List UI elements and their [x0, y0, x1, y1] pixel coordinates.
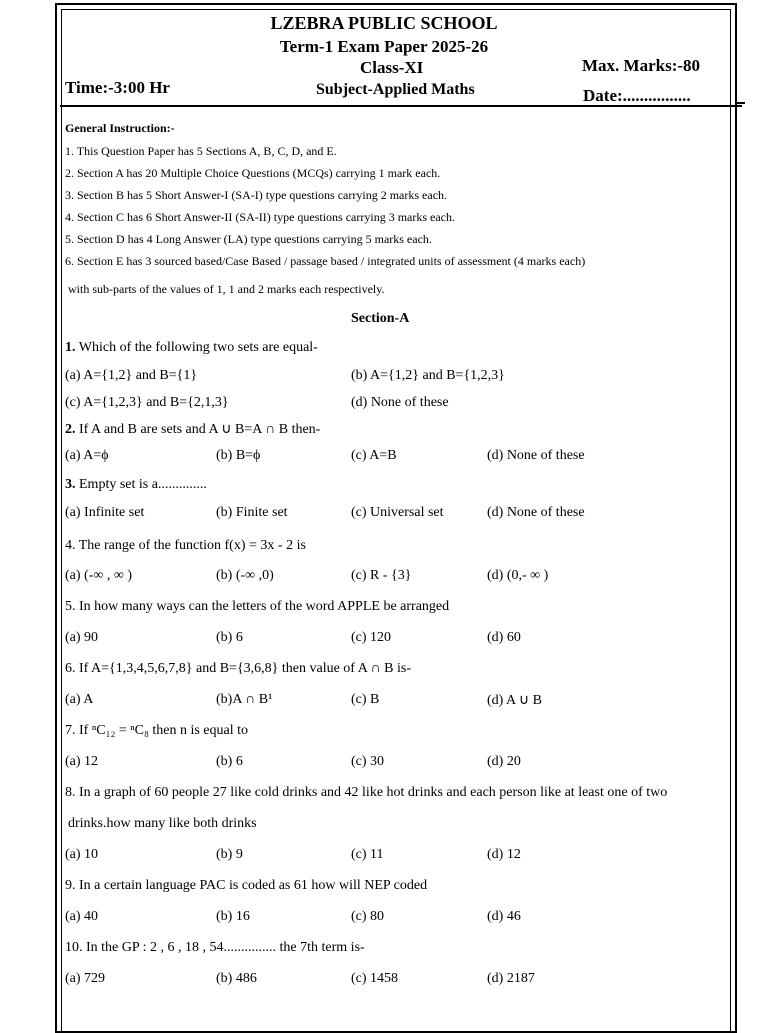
header-divider-tick [735, 102, 745, 104]
option-b: (b) 486 [216, 971, 257, 986]
instruction-item: 6. Section E has 3 sourced based/Case Based / passage based / integrated units of assessment (4 marks each) [65, 254, 586, 268]
option-d: (d) 60 [487, 630, 521, 645]
option-b: (b) 6 [216, 630, 243, 645]
class-label: Class-XI [360, 58, 424, 77]
instruction-item: with sub-parts of the values of 1, 1 and 2 marks each respectively. [68, 282, 385, 296]
question-6 [65, 661, 411, 677]
question-8-continued: drinks.how many like both drinks [68, 816, 257, 831]
option-b: (b) 6 [216, 754, 243, 769]
option-c: (c) R - {3} [351, 568, 412, 583]
question-number: 3. [65, 477, 76, 492]
option-d: (d) None of these [487, 505, 585, 520]
question-8 [65, 785, 667, 801]
option-a: (a) 10 [65, 847, 99, 862]
option-d: (d) 12 [487, 847, 521, 862]
question-text: 5. In how many ways can the letters of the word APPLE be arranged [65, 599, 450, 614]
date-label: Date:................ [583, 86, 691, 105]
question-1 [65, 340, 318, 356]
option-c: (c) 30 [351, 754, 385, 769]
option-a: (a) A [65, 692, 94, 707]
exam-term: Term-1 Exam Paper 2025-26 [279, 37, 489, 56]
section-title: Section-A [351, 311, 410, 326]
option-d: (d) 46 [487, 909, 521, 924]
option-c: (c) 120 [351, 630, 392, 645]
option-b: (b) B=ϕ [216, 448, 261, 463]
question-7 [65, 723, 248, 739]
option-d: (d) (0,- ∞ ) [487, 568, 549, 583]
option-a: (a) (-∞ , ∞ ) [65, 568, 132, 583]
instruction-item: 4. Section C has 6 Short Answer-II (SA-II) type questions carrying 3 marks each. [65, 210, 456, 224]
question-4 [65, 538, 306, 554]
option-a: (a) 40 [65, 909, 99, 924]
option-d: (d) A ∪ B [487, 693, 542, 708]
time-label: Time:-3:00 Hr [65, 78, 170, 97]
school-name: LZEBRA PUBLIC SCHOOL [270, 13, 498, 33]
question-10 [65, 940, 365, 956]
question-text: 9. In a certain language PAC is coded as 61 how will NEP coded [65, 878, 428, 893]
instruction-item: 1. This Question Paper has 5 Sections A, B, C, D, and E. [65, 144, 337, 158]
question-2 [65, 421, 320, 438]
option-b: (b) 9 [216, 847, 243, 862]
option-a: (a) Infinite set [65, 505, 145, 520]
option-c: (c) Universal set [351, 505, 444, 520]
question-number: 2. [65, 422, 76, 437]
question-5 [65, 599, 449, 615]
option-d: (d) None of these [487, 448, 585, 463]
option-c: (c) A={1,2,3} and B={2,1,3} [65, 395, 229, 410]
option-a: (a) 729 [65, 971, 106, 986]
option-b: (b) A={1,2} and B={1,2,3} [351, 368, 505, 383]
option-c: (c) 80 [351, 909, 385, 924]
question-text: 6. If A={1,3,4,5,6,7,8} and B={3,6,8} then value of A ∩ B is- [65, 661, 411, 676]
question-text: Empty set is a.............. [75, 477, 207, 492]
subject-label: Subject-Applied Maths [316, 81, 475, 98]
option-c: (c) A=B [351, 448, 397, 463]
option-c: (c) 11 [351, 847, 384, 862]
question-text: 4. The range of the function f(x) = 3x - 2 is [65, 538, 306, 553]
option-b: (b)A ∩ B¹ [216, 692, 273, 707]
question-text: 8. In a graph of 60 people 27 like cold drinks and 42 like hot drinks and each person like at least one of two [65, 785, 668, 800]
option-b: (b) 16 [216, 909, 250, 924]
option-c: (c) B [351, 692, 380, 707]
question-number: 1. [65, 340, 76, 355]
instruction-item: 3. Section B has 5 Short Answer-I (SA-I) type questions carrying 2 marks each. [65, 188, 448, 202]
option-b: (b) Finite set [216, 505, 288, 520]
question-text: 10. In the GP : 2 , 6 , 18 , 54............... the 7th term is- [65, 940, 365, 955]
instructions-title: General Instruction:- [65, 121, 175, 135]
option-d: (d) 20 [487, 754, 521, 769]
option-c: (c) 1458 [351, 971, 399, 986]
instruction-item: 2. Section A has 20 Multiple Choice Questions (MCQs) carrying 1 mark each. [65, 166, 441, 180]
question-9 [65, 878, 427, 894]
option-d: (d) 2187 [487, 971, 535, 986]
question-text: 7. If ⁿC₁₂ = ⁿC₈ then n is equal to [65, 723, 249, 738]
option-d: (d) None of these [351, 395, 449, 410]
question-3 [65, 477, 207, 493]
option-a: (a) 12 [65, 754, 99, 769]
question-text: Which of the following two sets are equal- [75, 340, 318, 355]
option-a: (a) A=ϕ [65, 448, 109, 463]
max-marks: Max. Marks:-80 [582, 56, 701, 75]
option-a: (a) A={1,2} and B={1} [65, 368, 198, 383]
instruction-item: 5. Section D has 4 Long Answer (LA) type questions carrying 5 marks each. [65, 232, 432, 246]
option-a: (a) 90 [65, 630, 99, 645]
option-b: (b) (-∞ ,0) [216, 568, 274, 583]
question-text: If A and B are sets and A ∪ B=A ∩ B then- [75, 422, 321, 437]
